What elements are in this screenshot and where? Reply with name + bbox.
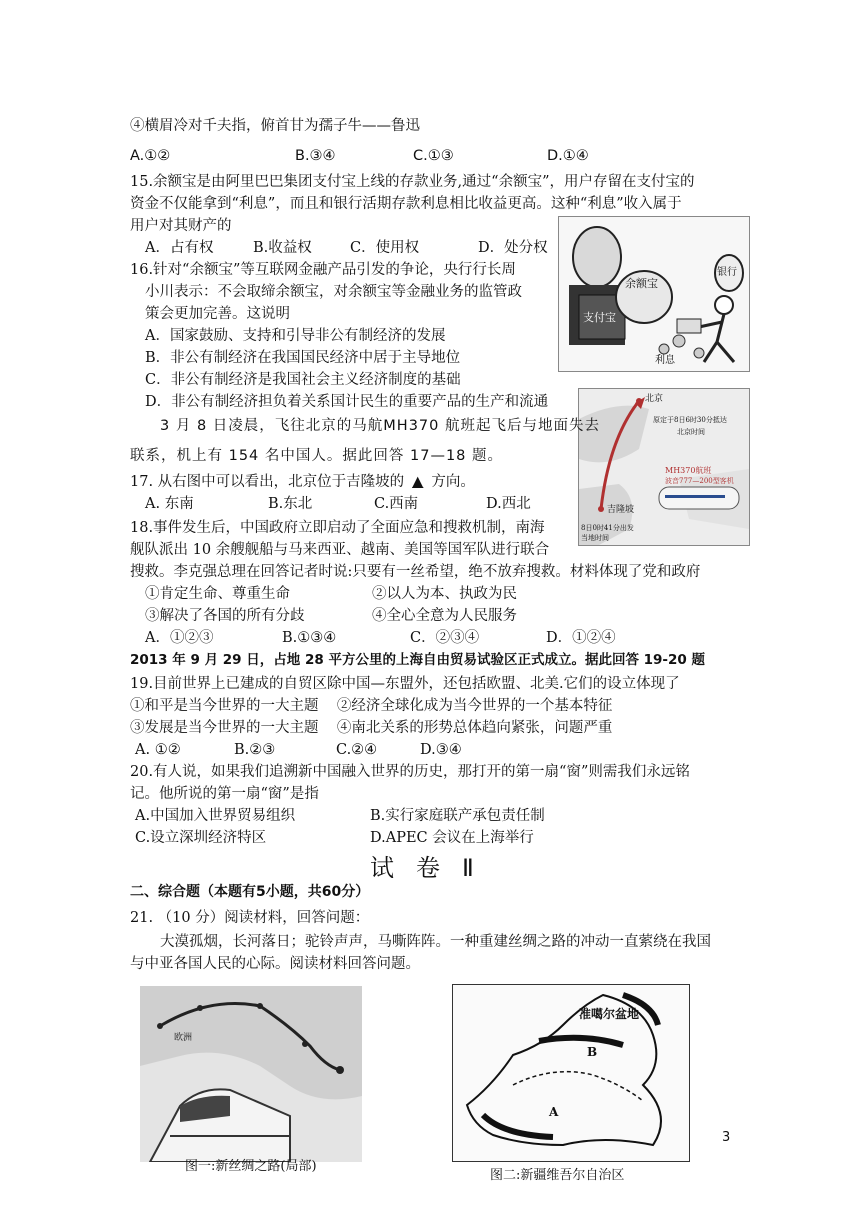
q20-line2: 记。他所说的第一扇“窗”是指 — [130, 786, 319, 802]
q17-option-c: C.西南 — [374, 496, 419, 512]
cartoon-drawing — [559, 217, 749, 371]
yuebao-cartoon — [558, 216, 750, 372]
figure2-label-basin: 准噶尔盆地 — [579, 1007, 640, 1021]
q21-line2: 大漠孤烟，长河落日；驼铃声声，马嘶阵阵。一种重建丝绸之路的冲动一直萦绕在我国 — [160, 934, 711, 950]
part2-title: 试卷Ⅱ — [370, 854, 496, 882]
q14-option-b: B.③④ — [295, 148, 336, 164]
q15-line1: 15.余额宝是由阿里巴巴集团支付宝上线的存款业务,通过“余额宝”，用户存留在支付宝的 — [130, 174, 695, 190]
q14-item4: ④横眉冷对千夫指，俯首甘为孺子牛——鲁迅 — [130, 118, 420, 134]
q15-line3: 用户对其财产的 — [130, 218, 232, 234]
ftz-intro: 2013 年 9 月 29 日，占地 28 平方公里的上海自由贸易试验区正式成立。据此回答 19-20 题 — [130, 652, 706, 668]
map-label-local-time: 当地时间 — [581, 534, 609, 542]
q19-items-34: ③发展是当今世界的一大主题 ④南北关系的形势总体趋向紧张，问题严重 — [130, 720, 613, 736]
figure2-label-a: A — [549, 1105, 559, 1119]
q15-option-b: B.收益权 — [253, 240, 312, 256]
map-label-plane: 波音777—200型客机 — [665, 477, 734, 485]
q17-stem-end: 方向。 — [431, 474, 475, 490]
part2-heading: 二、综合题（本题有5小题，共60分） — [130, 884, 370, 900]
q20-option-a: A.中国加入世界贸易组织 — [135, 808, 296, 824]
mh370-intro-line2: 联系，机上有 154 名中国人。据此回答 17—18 题。 — [130, 448, 504, 464]
map-label-flight: MH370航班 — [665, 466, 712, 475]
q16-option-b: B．非公有制经济在我国国民经济中居于主导地位 — [145, 350, 461, 366]
map-label-kl: 吉隆坡 — [607, 505, 635, 515]
q17-option-a: A. 东南 — [145, 496, 194, 512]
q16-option-a: A．国家鼓励、支持和引导非公有制经济的发展 — [145, 328, 446, 344]
cartoon-label-yuebao: 余额宝 — [625, 277, 658, 290]
q16-line2: 小川表示：不会取缔余额宝，对余额宝等金融业务的监管政 — [145, 284, 522, 300]
q18-item4: ④全心全意为人民服务 — [372, 608, 517, 624]
q21-line3: 与中亚各国人民的心际。阅读材料回答问题。 — [130, 956, 420, 972]
q19-option-b: B.②③ — [234, 742, 276, 758]
q18-item3: ③解决了各国的所有分歧 — [145, 608, 305, 624]
q21-line1: 21. （10 分）阅读材料，回答问题： — [130, 910, 370, 926]
figure2-xinjiang-map — [452, 984, 690, 1162]
map-label-beijing: 北京 — [645, 394, 664, 404]
q14-option-d: D.①④ — [547, 148, 589, 164]
figure2-drawing — [453, 985, 689, 1161]
q19-option-c: C.②④ — [336, 742, 378, 758]
q17-stem-text: 17. 从右图中可以看出，北京位于吉隆坡的 — [130, 474, 405, 490]
q19-option-a: A. ①② — [135, 742, 181, 758]
q15-option-d: D．处分权 — [478, 240, 548, 256]
figure1-drawing — [140, 986, 362, 1162]
q19-line1: 19.目前世界上已建成的自贸区除中国—东盟外，还包括欧盟、北美.它们的设立体现了 — [130, 676, 680, 692]
q18-option-b: B.①③④ — [282, 630, 337, 646]
cartoon-label-zhifubao: 支付宝 — [583, 311, 616, 324]
q18-item1: ①肯定生命、尊重生命 — [145, 586, 290, 602]
q18-line2: 舰队派出 10 余艘舰船与马来西亚、越南、美国等国军队进行联合 — [130, 542, 550, 558]
q18-line3: 搜救。李克强总理在回答记者时说:只要有一丝希望，绝不放弃搜救。材料体现了党和政府 — [130, 564, 701, 580]
q20-line1: 20.有人说，如果我们追溯新中国融入世界的历史，那打开的第一扇“窗”则需我们永远铭 — [130, 764, 690, 780]
q16-line3: 策会更加完善。这说明 — [145, 306, 290, 322]
q20-option-d: D.APEC 会议在上海举行 — [370, 830, 534, 846]
q20-option-b: B.实行家庭联产承包责任制 — [370, 808, 545, 824]
q17-stem — [130, 472, 475, 492]
mh370-map — [578, 388, 750, 546]
mh370-intro-line1: 3 月 8 日凌晨，飞往北京的马航MH370 航班起飞后与地面失去 — [160, 418, 600, 434]
q18-option-d: D．①②④ — [546, 630, 616, 646]
figure2-label-b: B — [587, 1045, 598, 1059]
map-label-beijing-time: 北京时间 — [677, 428, 705, 436]
figure2-caption: 图二:新疆维吾尔自治区 — [490, 1168, 625, 1183]
q14-option-c: C.①③ — [413, 148, 454, 164]
q16-option-c: C．非公有制经济是我国社会主义经济制度的基础 — [145, 372, 461, 388]
q15-option-c: C．使用权 — [350, 240, 420, 256]
cartoon-label-bank: 银行 — [717, 267, 737, 278]
page-number: 3 — [722, 1130, 731, 1145]
q18-item2: ②以人为本、执政为民 — [372, 586, 517, 602]
figure1-label-europe: 欧洲 — [174, 1033, 193, 1043]
q18-option-c: C．②③④ — [410, 630, 480, 646]
q16-line1: 16.针对“余额宝”等互联网金融产品引发的争论，央行行长周 — [130, 262, 516, 278]
q15-option-a: A．占有权 — [145, 240, 214, 256]
figure1-caption: 图一:新丝绸之路(局部) — [185, 1159, 317, 1174]
cartoon-label-lixi: 利息 — [655, 355, 675, 366]
map-label-arrival: 原定于8日6时30分抵达 — [653, 416, 727, 424]
q20-option-c: C.设立深圳经济特区 — [135, 830, 267, 846]
q18-option-a: A．①②③ — [145, 630, 214, 646]
q17-blank: ▲ — [412, 474, 424, 490]
q18-line1: 18.事件发生后，中国政府立即启动了全面应急和搜救机制，南海 — [130, 520, 545, 536]
q19-option-d: D.③④ — [420, 742, 462, 758]
map-label-depart: 8日0时41分出发 — [581, 524, 634, 532]
q19-items-12: ①和平是当今世界的一大主题 ②经济全球化成为当今世界的一个基本特征 — [130, 698, 613, 714]
q17-option-d: D.西北 — [486, 496, 531, 512]
q14-option-a: A.①② — [130, 148, 171, 164]
mh370-map-drawing — [579, 389, 749, 545]
q15-line2: 资金不仅能拿到“利息”，而且和银行活期存款利息相比收益更高。这种“利息”收入属于 — [130, 196, 682, 212]
q16-option-d: D．非公有制经济担负着关系国计民生的重要产品的生产和流通 — [145, 394, 549, 410]
q17-option-b: B.东北 — [268, 496, 313, 512]
figure1-silk-road-map — [140, 986, 362, 1162]
